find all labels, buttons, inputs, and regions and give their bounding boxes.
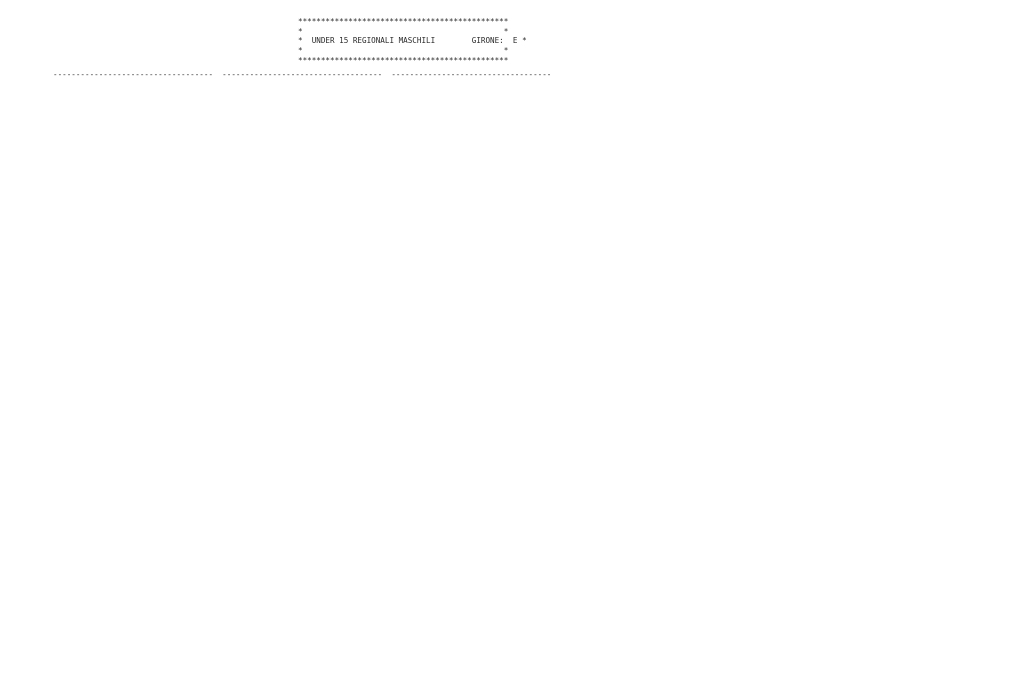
calendar-grid: ----------------------------------- ----------------------------------- ----------------------------------- [53, 70, 552, 79]
girone-value: E [512, 36, 518, 46]
title-box: ********************************************** * * * UNDER 15 REGIONALI MASCHILI GIRONE: E * * * ********************************************** [298, 17, 527, 65]
title: UNDER 15 REGIONALI MASCHILI [311, 36, 436, 46]
girone-label: GIRONE: [471, 36, 504, 46]
